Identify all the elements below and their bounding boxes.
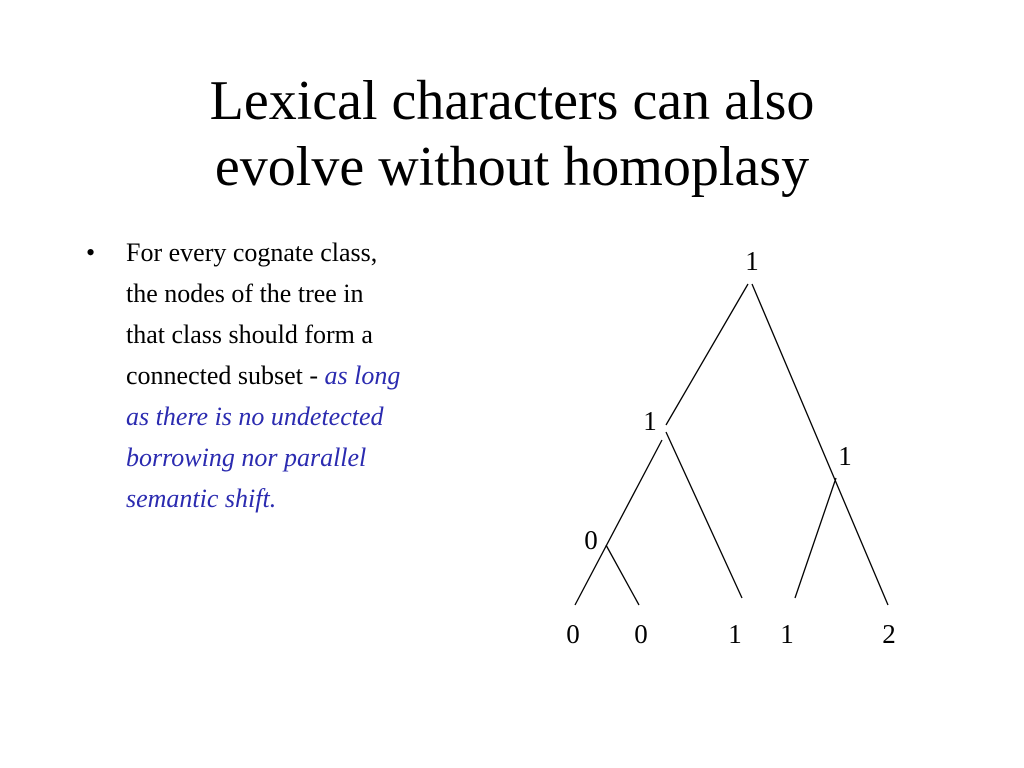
title-line-2: evolve without homoplasy bbox=[214, 136, 810, 198]
bullet-line-4-plain: connected subset - bbox=[126, 361, 325, 390]
edge-root-right bbox=[752, 284, 888, 605]
bullet-line-3: that class should form a bbox=[126, 320, 373, 349]
edge-right-leaf4 bbox=[795, 478, 836, 598]
node-right-label: 1 bbox=[838, 441, 852, 471]
edge-leftleft-leaf2 bbox=[606, 545, 639, 605]
leaf-label: 2 bbox=[882, 619, 896, 649]
title-line-1: Lexical characters can also bbox=[209, 70, 815, 132]
bullet-emphasis-line-1: as there is no undetected bbox=[126, 402, 384, 431]
leaf-label: 1 bbox=[780, 619, 794, 649]
leaf-label: 1 bbox=[728, 619, 742, 649]
bullet-line-4-emphasis: as long bbox=[324, 361, 401, 390]
edge-left-leaf3 bbox=[666, 432, 742, 598]
bullet-emphasis-line-2: borrowing nor parallel bbox=[126, 443, 367, 472]
edge-root-left bbox=[666, 284, 748, 425]
bullet-line-1: For every cognate class, bbox=[126, 238, 378, 267]
bullet-line-2: the nodes of the tree in bbox=[126, 279, 364, 308]
bullet-marker: • bbox=[86, 238, 96, 267]
node-left-label: 1 bbox=[643, 406, 657, 436]
node-root-label: 1 bbox=[745, 246, 759, 276]
edge-left-leftleft bbox=[575, 440, 662, 605]
bullet-emphasis-line-3: semantic shift. bbox=[126, 484, 277, 513]
leaf-label: 0 bbox=[634, 619, 648, 649]
leaf-label: 0 bbox=[566, 619, 580, 649]
node-left-left-label: 0 bbox=[584, 525, 598, 555]
